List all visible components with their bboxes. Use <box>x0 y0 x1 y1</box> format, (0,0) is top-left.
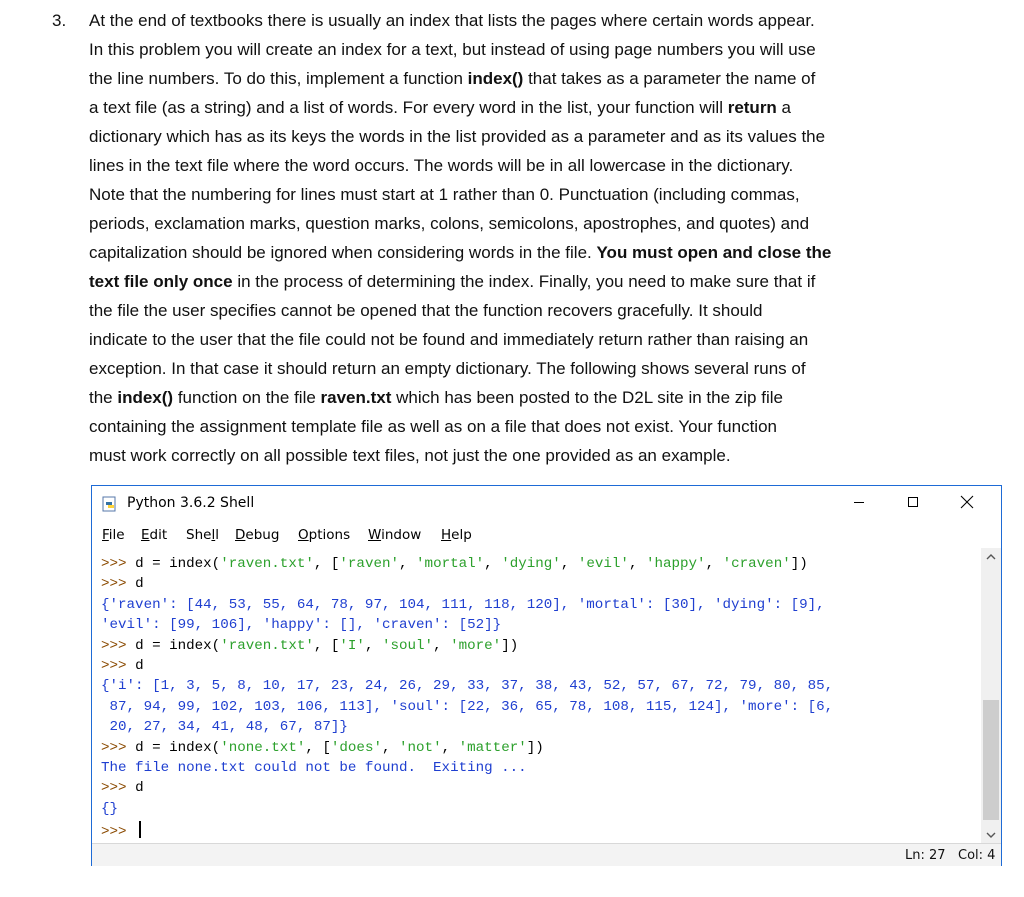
vertical-scrollbar[interactable] <box>981 548 1001 843</box>
shell-text: ]) <box>790 556 808 572</box>
menu-edit[interactable]: Edit <box>141 527 168 543</box>
shell-text: d = index( <box>135 556 221 572</box>
text-cursor <box>139 821 141 838</box>
shell-text: , <box>705 556 723 572</box>
shell-line <box>101 556 808 572</box>
text: that takes as a parameter the name of <box>523 69 816 88</box>
shell-line <box>101 760 527 776</box>
problem-line <box>89 238 949 267</box>
shell-text: , <box>628 556 646 572</box>
text: the line numbers. To do this, implement a function <box>89 69 468 88</box>
text: Note that the numbering for lines must start at 1 rather than 0. Punctuation (including commas, <box>89 185 800 204</box>
shell-text: , <box>364 637 382 654</box>
problem-line <box>89 354 949 383</box>
shell-text: 'matter' <box>458 739 527 756</box>
menu-bar <box>92 523 1001 547</box>
shell-text: , <box>381 739 400 756</box>
text: which has been posted to the D2L site in the zip file <box>391 388 783 407</box>
shell-output[interactable] <box>92 548 980 843</box>
shell-prompt: >>> <box>101 556 136 572</box>
shell-text: The file none.txt could not be found. Exiting ... <box>101 760 527 776</box>
shell-text: d = index( <box>135 739 221 756</box>
text: lines in the text file where the word occurs. The words will be in all lowercase in the dictionary. <box>89 156 794 175</box>
shell-text: 87, 94, 99, 102, 103, 106, 113], 'soul': [22, 36, 65, 78, 108, 115, 124], 'more': [6, <box>101 698 834 715</box>
scroll-up-button[interactable] <box>981 548 1001 565</box>
shell-line <box>101 821 141 840</box>
menu-shell[interactable]: Shell <box>186 527 219 543</box>
text: In this problem you will create an index for a text, but instead of using page numbers you will use <box>89 40 816 59</box>
shell-line <box>101 740 544 756</box>
text: function on the file <box>173 388 321 407</box>
shell-line <box>101 699 833 715</box>
text: containing the assignment template file as well as on a file that does not exist. Your function <box>89 417 777 436</box>
text: a text file (as a string) and a list of words. For every word in the list, your function will <box>89 98 728 117</box>
bold-text: index() <box>117 388 174 407</box>
shell-prompt: >>> <box>101 824 136 841</box>
problem-text <box>89 6 949 470</box>
shell-line <box>101 658 144 674</box>
shell-text: d = index( <box>135 637 221 654</box>
minimize-icon <box>853 496 865 508</box>
shell-text: 'dying' <box>501 556 561 572</box>
shell-text: 'none.txt' <box>220 739 306 756</box>
text: indicate to the user that the file could not be found and immediately return rather than raising an <box>89 330 809 349</box>
menu-file[interactable]: File <box>102 527 125 543</box>
shell-text: 'does' <box>330 739 382 756</box>
problem-line <box>89 93 949 122</box>
problem-line <box>89 383 949 412</box>
text: periods, exclamation marks, question marks, colons, semicolons, apostrophes, and quotes) and <box>89 214 810 233</box>
shell-text: , [ <box>313 637 340 654</box>
shell-line <box>101 678 833 694</box>
problem-line <box>89 441 949 470</box>
shell-prompt: >>> <box>101 739 136 756</box>
shell-line <box>101 576 144 592</box>
shell-line <box>101 719 348 735</box>
bold-text: raven.txt <box>320 388 392 407</box>
problem-line <box>89 64 949 93</box>
shell-text: 'craven' <box>722 556 791 572</box>
scroll-thumb[interactable] <box>983 700 999 820</box>
minimize-button[interactable] <box>836 486 882 518</box>
shell-text: 'raven.txt' <box>220 637 314 654</box>
maximize-icon <box>907 496 919 508</box>
shell-text: ]) <box>501 637 519 654</box>
text: capitalization should be ignored when considering words in the file. <box>89 243 597 262</box>
text: exception. In that case it should return an empty dictionary. The following shows several runs of <box>89 359 806 378</box>
text: dictionary which has as its keys the words in the list provided as a parameter and as its values the <box>89 127 826 146</box>
problem-line <box>89 412 949 441</box>
shell-prompt: >>> <box>101 780 136 797</box>
scroll-down-button[interactable] <box>981 826 1001 843</box>
shell-text: {'i': [1, 3, 5, 8, 10, 17, 23, 24, 26, 29, 33, 37, 38, 43, 52, 57, 67, 72, 79, 80, 85, <box>101 678 834 695</box>
shell-text: 'evil': [99, 106], 'happy': [], 'craven': [52]} <box>101 617 502 634</box>
menu-debug[interactable]: Debug <box>235 527 280 543</box>
shell-line <box>101 597 825 613</box>
menu-options[interactable]: Options <box>298 527 351 543</box>
shell-text: 'more' <box>450 637 502 654</box>
shell-line <box>101 801 118 817</box>
shell-text: 'soul' <box>381 637 434 654</box>
problem-line <box>89 6 949 35</box>
status-column: Col: 4 <box>958 848 996 863</box>
problem-line <box>89 296 949 325</box>
menu-window[interactable]: Window <box>368 527 422 543</box>
python-shell-window[interactable] <box>91 485 1002 866</box>
text: a <box>776 98 792 117</box>
shell-line <box>101 638 518 654</box>
text: in the process of determining the index. Finally, you need to make sure that if <box>232 272 816 291</box>
problem-line <box>89 209 949 238</box>
text: At the end of textbooks there is usually an index that lists the pages where certain words appear. <box>89 11 815 30</box>
shell-text: d <box>135 576 144 593</box>
shell-prompt: >>> <box>101 637 136 654</box>
bold-text: text file only once <box>89 272 233 291</box>
shell-text: ]) <box>526 739 544 756</box>
shell-text: d <box>135 780 144 797</box>
shell-text: 20, 27, 34, 41, 48, 67, 87]} <box>101 719 348 736</box>
problem-line <box>89 151 949 180</box>
shell-text: , <box>399 556 417 572</box>
chevron-down-icon <box>986 831 996 839</box>
close-icon <box>960 495 974 509</box>
shell-text: , [ <box>305 739 331 756</box>
problem-line <box>89 35 949 64</box>
shell-text: , <box>433 637 451 654</box>
problem-line <box>89 122 949 151</box>
problem-line <box>89 180 949 209</box>
text: must work correctly on all possible text files, not just the one provided as an example. <box>89 446 731 465</box>
shell-text: 'not' <box>399 739 442 756</box>
maximize-button[interactable] <box>890 486 936 518</box>
status-bar <box>92 843 1001 866</box>
shell-text: 'I' <box>339 637 365 654</box>
shell-text: 'raven.txt' <box>220 556 314 572</box>
shell-text: , [ <box>313 556 340 572</box>
shell-text: 'evil' <box>577 556 629 572</box>
shell-text: {'raven': [44, 53, 55, 64, 78, 97, 104, 111, 118, 120], 'mortal': [30], 'dying': [9], <box>101 596 825 613</box>
bold-text: You must open and close the <box>596 243 832 262</box>
shell-text: d <box>135 658 144 674</box>
problem-line <box>89 325 949 354</box>
bold-text: index() <box>467 69 524 88</box>
shell-text: , <box>484 556 502 572</box>
bold-text: return <box>727 98 777 117</box>
shell-text: 'happy' <box>645 556 706 572</box>
status-line: Ln: 27 <box>905 848 946 863</box>
shell-text: {} <box>101 800 119 817</box>
title-bar[interactable] <box>92 486 1001 522</box>
window-title: Python 3.6.2 Shell <box>127 495 255 511</box>
text: the file the user specifies cannot be opened that the function recovers gracefully. It should <box>89 301 763 320</box>
shell-text: , <box>560 556 578 572</box>
shell-prompt: >>> <box>101 658 136 674</box>
close-button[interactable] <box>944 486 990 518</box>
shell-prompt: >>> <box>101 576 136 593</box>
chevron-up-icon <box>986 553 996 561</box>
shell-line <box>101 617 501 633</box>
shell-text: 'raven' <box>339 556 400 572</box>
shell-text: , <box>441 739 459 756</box>
shell-text: 'mortal' <box>416 556 485 572</box>
problem-number: 3. <box>52 11 67 30</box>
shell-line <box>101 780 144 796</box>
text: the <box>89 388 118 407</box>
python-icon <box>102 496 118 512</box>
menu-help[interactable]: Help <box>441 527 472 543</box>
problem-line <box>89 267 949 296</box>
